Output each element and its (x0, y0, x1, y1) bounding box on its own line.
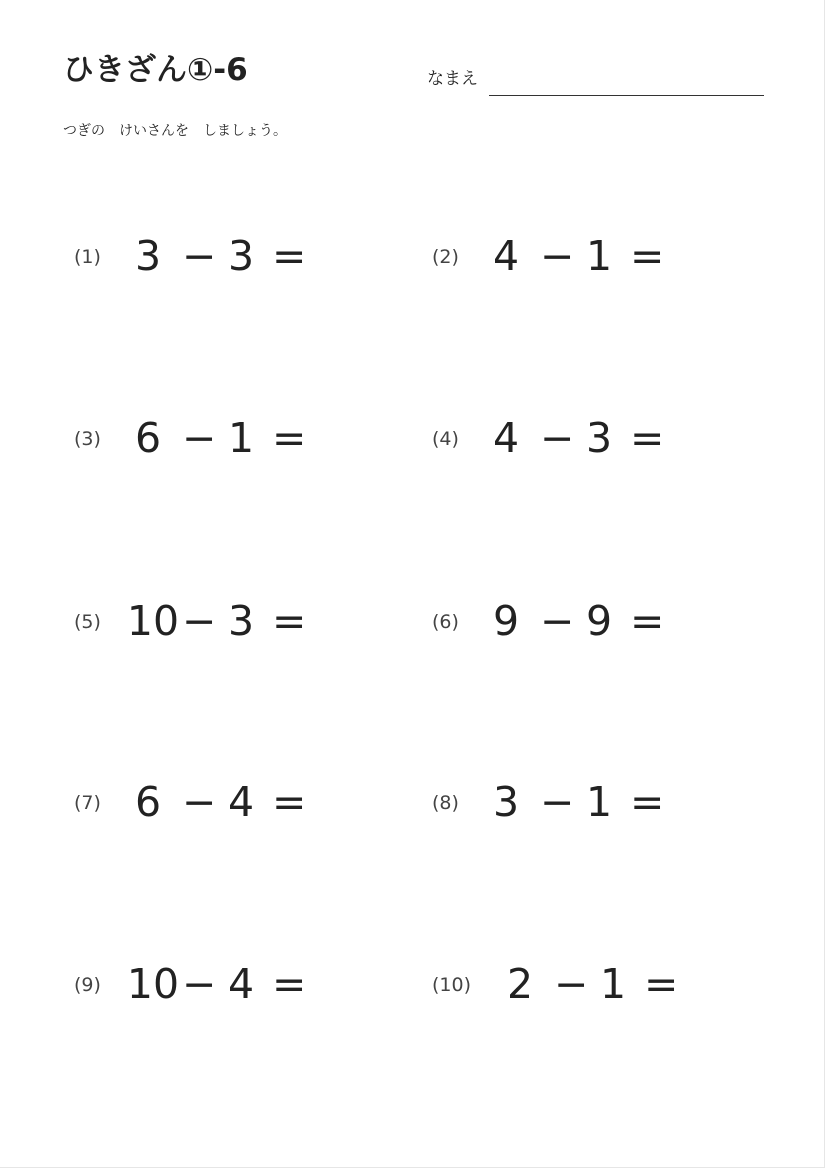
minus-sign: − (540, 778, 575, 826)
subtrahend: 4 (228, 778, 255, 826)
minuend: 10 (126, 960, 180, 1008)
minuend: 3 (134, 232, 162, 280)
minuend: 10 (126, 597, 180, 645)
problem-number: (2) (432, 246, 459, 268)
subtrahend: 4 (228, 960, 255, 1008)
problem-5 (74, 591, 434, 651)
problem-number: (6) (432, 611, 459, 633)
minus-sign: − (182, 960, 217, 1008)
problem-number: (7) (74, 792, 101, 814)
problem-6 (432, 591, 792, 651)
minuend: 3 (492, 778, 520, 826)
equals-sign: = (272, 960, 307, 1008)
equals-sign: = (630, 778, 665, 826)
problem-9 (74, 954, 434, 1014)
problem-4 (432, 408, 792, 468)
equals-sign: = (630, 414, 665, 462)
problem-number: (9) (74, 974, 101, 996)
equals-sign: = (630, 232, 665, 280)
problem-1 (74, 226, 434, 286)
equals-sign: = (272, 232, 307, 280)
equals-sign: = (272, 414, 307, 462)
equals-sign: = (644, 960, 679, 1008)
minus-sign: − (182, 597, 217, 645)
problem-8 (432, 772, 792, 832)
subtrahend: 1 (228, 414, 255, 462)
problem-7 (74, 772, 434, 832)
subtrahend: 3 (586, 414, 613, 462)
subtrahend: 3 (228, 232, 255, 280)
name-label: なまえ (427, 69, 478, 89)
subtrahend: 3 (228, 597, 255, 645)
problem-number: (1) (74, 246, 101, 268)
minus-sign: − (182, 232, 217, 280)
problem-number: (5) (74, 611, 101, 633)
name-write-line (489, 95, 764, 96)
minus-sign: − (540, 232, 575, 280)
minuend: 6 (134, 414, 162, 462)
minus-sign: − (540, 414, 575, 462)
minuend: 4 (492, 414, 520, 462)
equals-sign: = (272, 778, 307, 826)
problem-2 (432, 226, 792, 286)
minus-sign: − (540, 597, 575, 645)
problem-number: (10) (432, 974, 472, 996)
problem-3 (74, 408, 434, 468)
subtrahend: 1 (586, 778, 613, 826)
minus-sign: − (554, 960, 589, 1008)
minuend: 4 (492, 232, 520, 280)
equals-sign: = (630, 597, 665, 645)
minuend: 6 (134, 778, 162, 826)
minus-sign: − (182, 414, 217, 462)
minuend: 2 (506, 960, 534, 1008)
minuend: 9 (492, 597, 520, 645)
problem-10 (432, 954, 792, 1014)
problem-number: (4) (432, 428, 459, 450)
subtrahend: 1 (600, 960, 627, 1008)
problem-number: (8) (432, 792, 459, 814)
instruction-text: つぎの けいさんを しましょう。 (63, 123, 287, 139)
page-title: ひきざん①-6 (63, 52, 248, 88)
subtrahend: 9 (586, 597, 613, 645)
problem-number: (3) (74, 428, 101, 450)
equals-sign: = (272, 597, 307, 645)
subtrahend: 1 (586, 232, 613, 280)
minus-sign: − (182, 778, 217, 826)
